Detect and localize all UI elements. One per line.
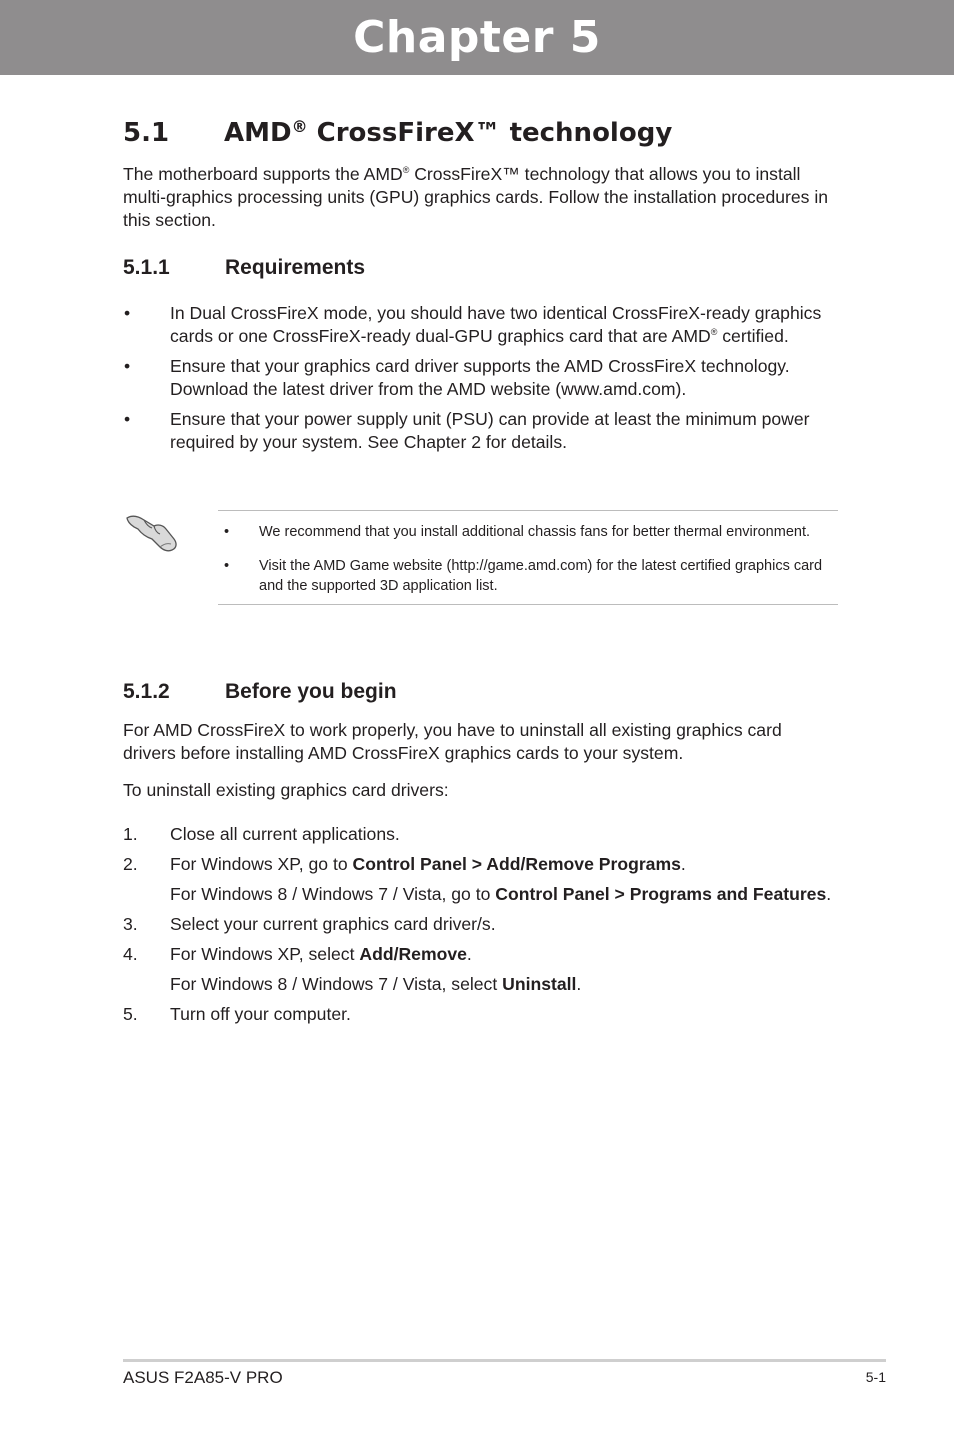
step-path: Add/Remove xyxy=(359,944,467,964)
note-top-rule xyxy=(218,510,838,511)
step-text: Close all current applications. xyxy=(170,824,400,844)
bullet-dot: • xyxy=(124,356,131,376)
footer-rule xyxy=(123,1359,886,1362)
note-list xyxy=(224,522,838,596)
registered-mark: ® xyxy=(710,327,718,337)
hand-note-icon xyxy=(124,506,180,552)
step-text: For Windows XP, select xyxy=(170,944,360,964)
step-item xyxy=(123,822,843,852)
bullet-dot: • xyxy=(224,524,230,540)
note-bottom-rule xyxy=(218,604,838,605)
step-text: For Windows 8 / Windows 7 / Vista, select xyxy=(170,974,503,994)
step-end: . xyxy=(466,944,472,964)
step-end: . xyxy=(680,854,686,874)
before-intro: For AMD CrossFireX to work properly, you have to uninstall all existing graphics card drivers before installing AMD CrossFireX graphics cards to your system. xyxy=(123,720,782,763)
note-item xyxy=(224,522,838,542)
bullet-dot: • xyxy=(224,558,230,574)
section-title-rest: CrossFireX™ technology xyxy=(307,118,673,148)
step-text: Select your current graphics card driver/s. xyxy=(170,914,496,934)
list-item-text: Ensure that your graphics card driver supports the AMD CrossFireX technology. Download the latest driver from the AMD website (www.amd.com). xyxy=(170,356,790,399)
step-number: 4. xyxy=(123,944,138,964)
step-text: For Windows 8 / Windows 7 / Vista, go to xyxy=(170,884,496,904)
note-item-text: Visit the AMD Game website (http://game.amd.com) for the latest certified graphics card and the supported 3D application list. xyxy=(259,558,823,594)
chapter-header-bar xyxy=(0,0,954,75)
footer-page-number: 5-1 xyxy=(865,1369,886,1385)
step-item xyxy=(123,912,843,942)
step-number: 1. xyxy=(123,824,138,844)
intro-text-b: CrossFireX™ technology that allows you to install multi-graphics processing units (GPU) graphics cards. Follow the installation procedures in this section. xyxy=(123,164,829,230)
step-number: 2. xyxy=(123,854,138,874)
intro-text-a: The motherboard supports the AMD xyxy=(123,164,403,184)
step-item xyxy=(123,882,843,912)
list-item-text: In Dual CrossFireX mode, you should have two identical CrossFireX-ready graphics cards or one CrossFireX-ready dual-GPU graphics card that are AMD xyxy=(170,303,822,346)
subsection-number: 5.1.2 xyxy=(123,680,170,703)
section-number: 5.1 xyxy=(123,118,170,148)
section-title-amd: AMD xyxy=(224,118,292,148)
step-text: Turn off your computer. xyxy=(170,1004,351,1024)
registered-mark: ® xyxy=(291,117,308,136)
list-item-text-end: certified. xyxy=(717,326,789,346)
chapter-title: Chapter 5 xyxy=(353,12,601,63)
requirements-heading xyxy=(123,254,365,282)
step-item xyxy=(123,972,843,1002)
subsection-title: Requirements xyxy=(225,256,366,279)
section-intro xyxy=(123,163,835,232)
step-path: Control Panel > Programs and Features xyxy=(495,884,827,904)
before-heading xyxy=(123,678,397,706)
section-heading xyxy=(123,114,672,152)
bullet-dot: • xyxy=(124,409,131,429)
subsection-title: Before you begin xyxy=(225,680,397,703)
list-item xyxy=(123,355,823,401)
bullet-dot: • xyxy=(124,303,131,323)
step-text: For Windows XP, go to xyxy=(170,854,353,874)
list-item xyxy=(123,302,823,348)
list-item xyxy=(123,408,823,454)
subsection-number: 5.1.1 xyxy=(123,256,170,279)
note-item xyxy=(224,556,838,596)
step-item xyxy=(123,852,843,882)
step-end: . xyxy=(826,884,832,904)
registered-mark: ® xyxy=(402,165,410,175)
step-item xyxy=(123,1002,843,1032)
step-path: Control Panel > Add/Remove Programs xyxy=(352,854,681,874)
footer-product-name: ASUS F2A85-V PRO xyxy=(123,1368,283,1387)
requirements-list xyxy=(123,302,823,454)
note-item-text: We recommend that you install additional chassis fans for better thermal environment. xyxy=(259,524,810,540)
list-item-text: Ensure that your power supply unit (PSU) can provide at least the minimum power required by your system. See Chapter 2 for details. xyxy=(170,409,810,452)
step-end: . xyxy=(576,974,582,994)
step-path: Uninstall xyxy=(502,974,577,994)
step-number: 5. xyxy=(123,1004,138,1024)
uninstall-steps xyxy=(123,822,843,1032)
steps-lead: To uninstall existing graphics card drivers: xyxy=(123,780,449,800)
step-number: 3. xyxy=(123,914,138,934)
step-item xyxy=(123,942,843,972)
